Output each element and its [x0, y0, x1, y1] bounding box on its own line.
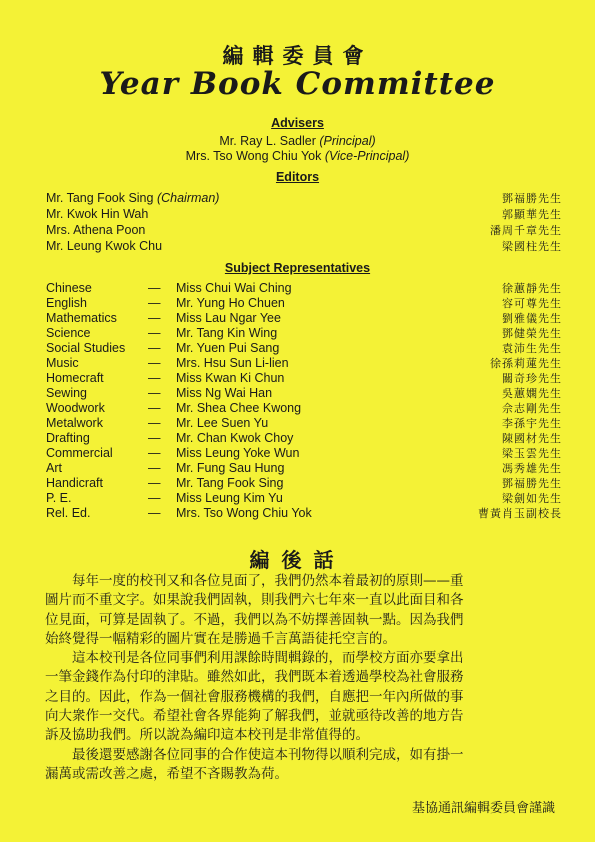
editor-name-cn: 梁國柱先生 — [502, 240, 562, 253]
rep-name-cn: 曹黃肖玉副校長 — [478, 507, 562, 520]
afterword-line: 圖片而不重文字。如果說我們固執，則我們六七年來一直以此面目和各 — [45, 592, 464, 609]
rep-row — [0, 371, 595, 386]
rep-dash: — — [148, 416, 161, 430]
afterword-title: 編後話 — [249, 548, 346, 572]
editors-heading: Editors — [275, 170, 320, 184]
rep-name: Mr. Yuen Pui Sang — [176, 341, 280, 355]
rep-name: Mrs. Hsu Sun Li-lien — [176, 356, 289, 370]
rep-name: Mr. Tang Fook Sing — [176, 476, 284, 490]
rep-subject: Social Studies — [46, 341, 126, 355]
rep-name: Miss Chui Wai Ching — [176, 281, 292, 295]
rep-name-cn: 梁玉雲先生 — [502, 447, 562, 460]
rep-name: Mr. Chan Kwok Choy — [176, 431, 294, 445]
rep-name: Mrs. Tso Wong Chiu Yok — [176, 506, 312, 520]
adviser-name: Mr. Ray L. Sadler — [219, 134, 316, 148]
rep-row — [0, 341, 595, 356]
rep-subject: English — [46, 296, 87, 310]
editor-name: Mrs. Athena Poon — [46, 223, 146, 237]
rep-dash: — — [148, 371, 161, 385]
rep-subject: Art — [46, 461, 62, 475]
rep-name: Mr. Lee Suen Yu — [176, 416, 269, 430]
editor-name-cn: 鄧福勝先生 — [502, 192, 562, 205]
rep-name-cn: 吳蕙嫻先生 — [502, 387, 562, 400]
rep-subject: Science — [46, 326, 91, 340]
rep-row — [0, 461, 595, 476]
rep-name-cn: 鄧健榮先生 — [502, 327, 562, 340]
editor-name: Mr. Kwok Hin Wah — [46, 207, 149, 221]
rep-subject: P. E. — [46, 491, 72, 505]
rep-row — [0, 491, 595, 506]
afterword-line: 一筆金錢作為付印的津貼。雖然如此，我們既本着透過學校為社會服務 — [45, 669, 464, 686]
adviser-line — [0, 134, 595, 148]
adviser-line — [0, 149, 595, 163]
afterword-line: 訴及協助我們。所以說為編印這本校刊是非常值得的。 — [45, 727, 369, 744]
afterword-line: 位見面，可算是固執了。不過，我們以為不妨擇善固執一點。因為我們 — [45, 611, 464, 628]
afterword-line: 之目的。因此，作為一個社會服務機構的我們，自應把一年內所做的事 — [45, 688, 464, 705]
rep-name-cn: 容可尊先生 — [502, 297, 562, 310]
editor-row — [0, 191, 595, 206]
rep-dash: — — [148, 476, 161, 490]
rep-subject: Homecraft — [46, 371, 104, 385]
representatives-heading: Subject Representatives — [224, 261, 371, 275]
rep-name-cn: 梁劍如先生 — [502, 492, 562, 505]
rep-dash: — — [148, 296, 161, 310]
rep-subject: Metalwork — [46, 416, 103, 430]
rep-name-cn: 徐蕙靜先生 — [502, 282, 562, 295]
advisers-heading: Advisers — [271, 116, 324, 130]
rep-name-cn: 佘志剛先生 — [502, 402, 562, 415]
rep-dash: — — [148, 341, 161, 355]
rep-subject: Music — [46, 356, 79, 370]
afterword-line: 向大衆作一交代。希望社會各界能夠了解我們，並就亟待改善的地方告 — [45, 708, 464, 725]
rep-subject: Handicraft — [46, 476, 103, 490]
editor-name: Mr. Tang Fook Sing — [46, 191, 154, 205]
rep-subject: Drafting — [46, 431, 90, 445]
rep-row — [0, 296, 595, 311]
rep-row — [0, 416, 595, 431]
rep-dash: — — [148, 386, 161, 400]
rep-name-cn: 陳國材先生 — [502, 432, 562, 445]
rep-name: Mr. Shea Chee Kwong — [176, 401, 302, 415]
afterword-body — [45, 572, 565, 784]
rep-dash: — — [148, 446, 161, 460]
rep-name: Miss Lau Ngar Yee — [176, 311, 281, 325]
rep-subject: Rel. Ed. — [46, 506, 91, 520]
rep-row — [0, 476, 595, 491]
rep-name: Miss Leung Yoke Wun — [176, 446, 300, 460]
rep-name: Mr. Fung Sau Hung — [176, 461, 285, 475]
rep-name-cn: 馮秀雄先生 — [502, 462, 562, 475]
editor-name-cn: 潘周千章先生 — [490, 224, 562, 237]
rep-name-cn: 鄧福勝先生 — [502, 477, 562, 490]
rep-row — [0, 356, 595, 371]
rep-row — [0, 386, 595, 401]
afterword-line: 每年一度的校刊又和各位見面了，我們仍然本着最初的原則——重 — [45, 573, 464, 589]
rep-subject: Mathematics — [46, 311, 117, 325]
editor-row — [0, 239, 595, 254]
rep-subject: Commercial — [46, 446, 113, 460]
editor-name: Mr. Leung Kwok Chu — [46, 239, 163, 253]
rep-subject: Chinese — [46, 281, 92, 295]
rep-dash: — — [148, 281, 161, 295]
adviser-role: (Principal) — [319, 134, 376, 148]
rep-dash: — — [148, 491, 161, 505]
rep-dash: — — [148, 326, 161, 340]
title-chinese: 編輯委員會 — [222, 43, 373, 68]
rep-name-cn: 徐孫莉蓮先生 — [490, 357, 562, 370]
afterword-signature: 基協通訊編輯委員會謹識 — [411, 801, 555, 816]
afterword-line: 最後還要感謝各位同事的合作使這本刊物得以順利完成，如有掛一 — [45, 746, 464, 763]
rep-name: Miss Kwan Ki Chun — [176, 371, 285, 385]
rep-dash: — — [148, 311, 161, 325]
rep-row — [0, 311, 595, 326]
rep-subject: Sewing — [46, 386, 87, 400]
afterword-line: 這本校刊是各位同事們利用課餘時間輯錄的，而學校方面亦要拿出 — [45, 650, 464, 667]
rep-row — [0, 281, 595, 296]
rep-dash: — — [148, 506, 161, 520]
rep-row — [0, 326, 595, 341]
editor-row — [0, 223, 595, 238]
title-english: Year Book Committee — [99, 66, 496, 102]
rep-dash: — — [148, 431, 161, 445]
adviser-role: (Vice-Principal) — [324, 149, 410, 163]
editor-role: (Chairman) — [156, 191, 220, 205]
rep-name: Mr. Yung Ho Chuen — [176, 296, 285, 310]
adviser-name: Mrs. Tso Wong Chiu Yok — [185, 149, 322, 163]
rep-name: Miss Leung Kim Yu — [176, 491, 283, 505]
rep-dash: — — [148, 356, 161, 370]
rep-name: Mr. Tang Kin Wing — [176, 326, 278, 340]
rep-name-cn: 李孫宇先生 — [502, 417, 562, 430]
editor-row — [0, 207, 595, 222]
afterword-line: 漏萬或需改善之處，希望不吝賜教為荷。 — [45, 765, 288, 782]
rep-name: Miss Ng Wai Han — [176, 386, 273, 400]
rep-row — [0, 506, 595, 521]
rep-name-cn: 劉雅儀先生 — [502, 312, 562, 325]
rep-row — [0, 431, 595, 446]
editor-name-cn: 郭顯華先生 — [502, 208, 562, 221]
rep-name-cn: 袁沛生先生 — [502, 342, 562, 355]
rep-row — [0, 401, 595, 416]
afterword-line: 始終覺得一幅精彩的圖片實在是勝過千言萬語徒托空言的。 — [45, 630, 396, 647]
rep-row — [0, 446, 595, 461]
rep-name-cn: 關奇珍先生 — [502, 372, 562, 385]
rep-dash: — — [148, 461, 161, 475]
rep-dash: — — [148, 401, 161, 415]
rep-subject: Woodwork — [46, 401, 105, 415]
